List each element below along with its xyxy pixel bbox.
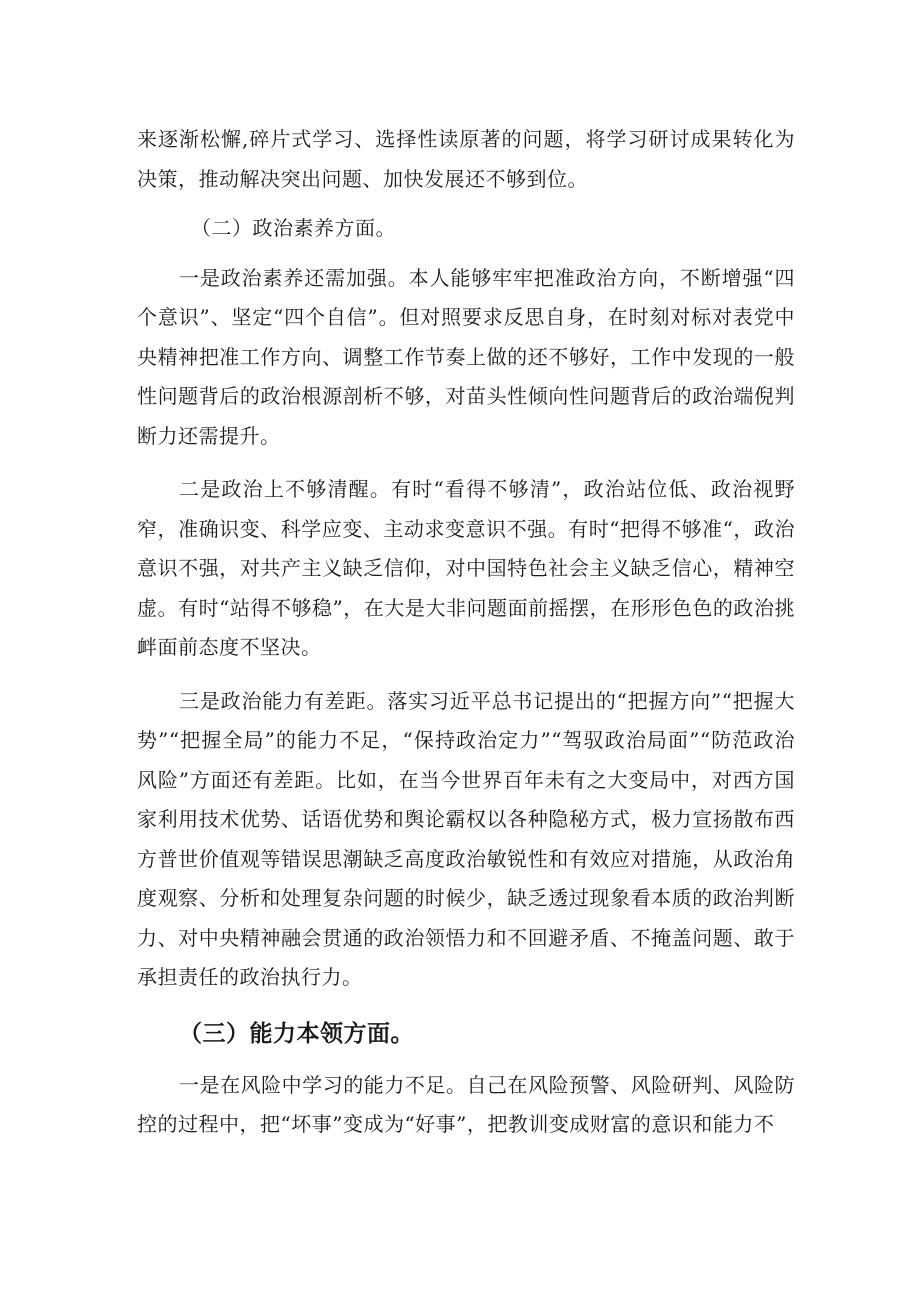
paragraph-ability-1: 一是在风险中学习的能力不足。自己在风险预警、风险研判、风险防控的过程中，把“坏事”变成为“好事”，把教训变成财富的意识和能力不 (137, 1072, 795, 1136)
paragraph-continuation: 来逐渐松懈,碎片式学习、选择性读原著的问题，将学习研讨成果转化为决策，推动解决突出问题、加快发展还不够到位。 (137, 127, 795, 191)
section-heading-ability: （三）能力本领方面。 (179, 1019, 414, 1047)
document-body (137, 120, 795, 1145)
paragraph-political-quality-2: 二是政治上不够清醒。有时“看得不够清”，政治站位低、政治视野窄，准确识变、科学应变、主动求变意识不强。有时“把得不够准“，政治意识不强，对共产主义缺乏信仰，对中国特色社会主义缺乏信心，精神空虚。有时“站得不够稳”，在大是大非问题面前摇摆，在形形色色的政治挑衅面前态度不坚决。 (137, 477, 795, 659)
paragraph-political-quality-1: 一是政治素养还需加强。本人能够牢牢把准政治方向，不断增强“四个意识”、坚定“四个自信”。但对照要求反思自身，在时刻对标对表党中央精神把准工作方向、调整工作节奏上做的还不够好，工作中发现的一般性问题背后的政治根源剖析不够，对苗头性倾向性问题背后的政治端倪判断力还需提升。 (137, 265, 795, 448)
paragraph-political-quality-3: 三是政治能力有差距。落实习近平总书记提出的“把握方向”“把握大势”“把握全局”的能力不足，“保持政治定力”“驾驭政治局面”“防范政治风险”方面还有差距。比如，在当今世界百年未有之大变局中，对西方国家利用技术优势、话语优势和舆论霸权以各种隐秘方式，极力宣扬散布西方普世价值观等错误思潮缺乏高度政治敏锐性和有效应对措施，从政治角度观察、分析和处理复杂问题的时候少，缺乏透过现象看本质的政治判断力、对中央精神融会贯通的政治领悟力和不回避矛盾、不掩盖问题、敢于承担责任的政治执行力。 (137, 688, 795, 989)
section-heading-political-quality: （二）政治素养方面。 (191, 216, 396, 240)
